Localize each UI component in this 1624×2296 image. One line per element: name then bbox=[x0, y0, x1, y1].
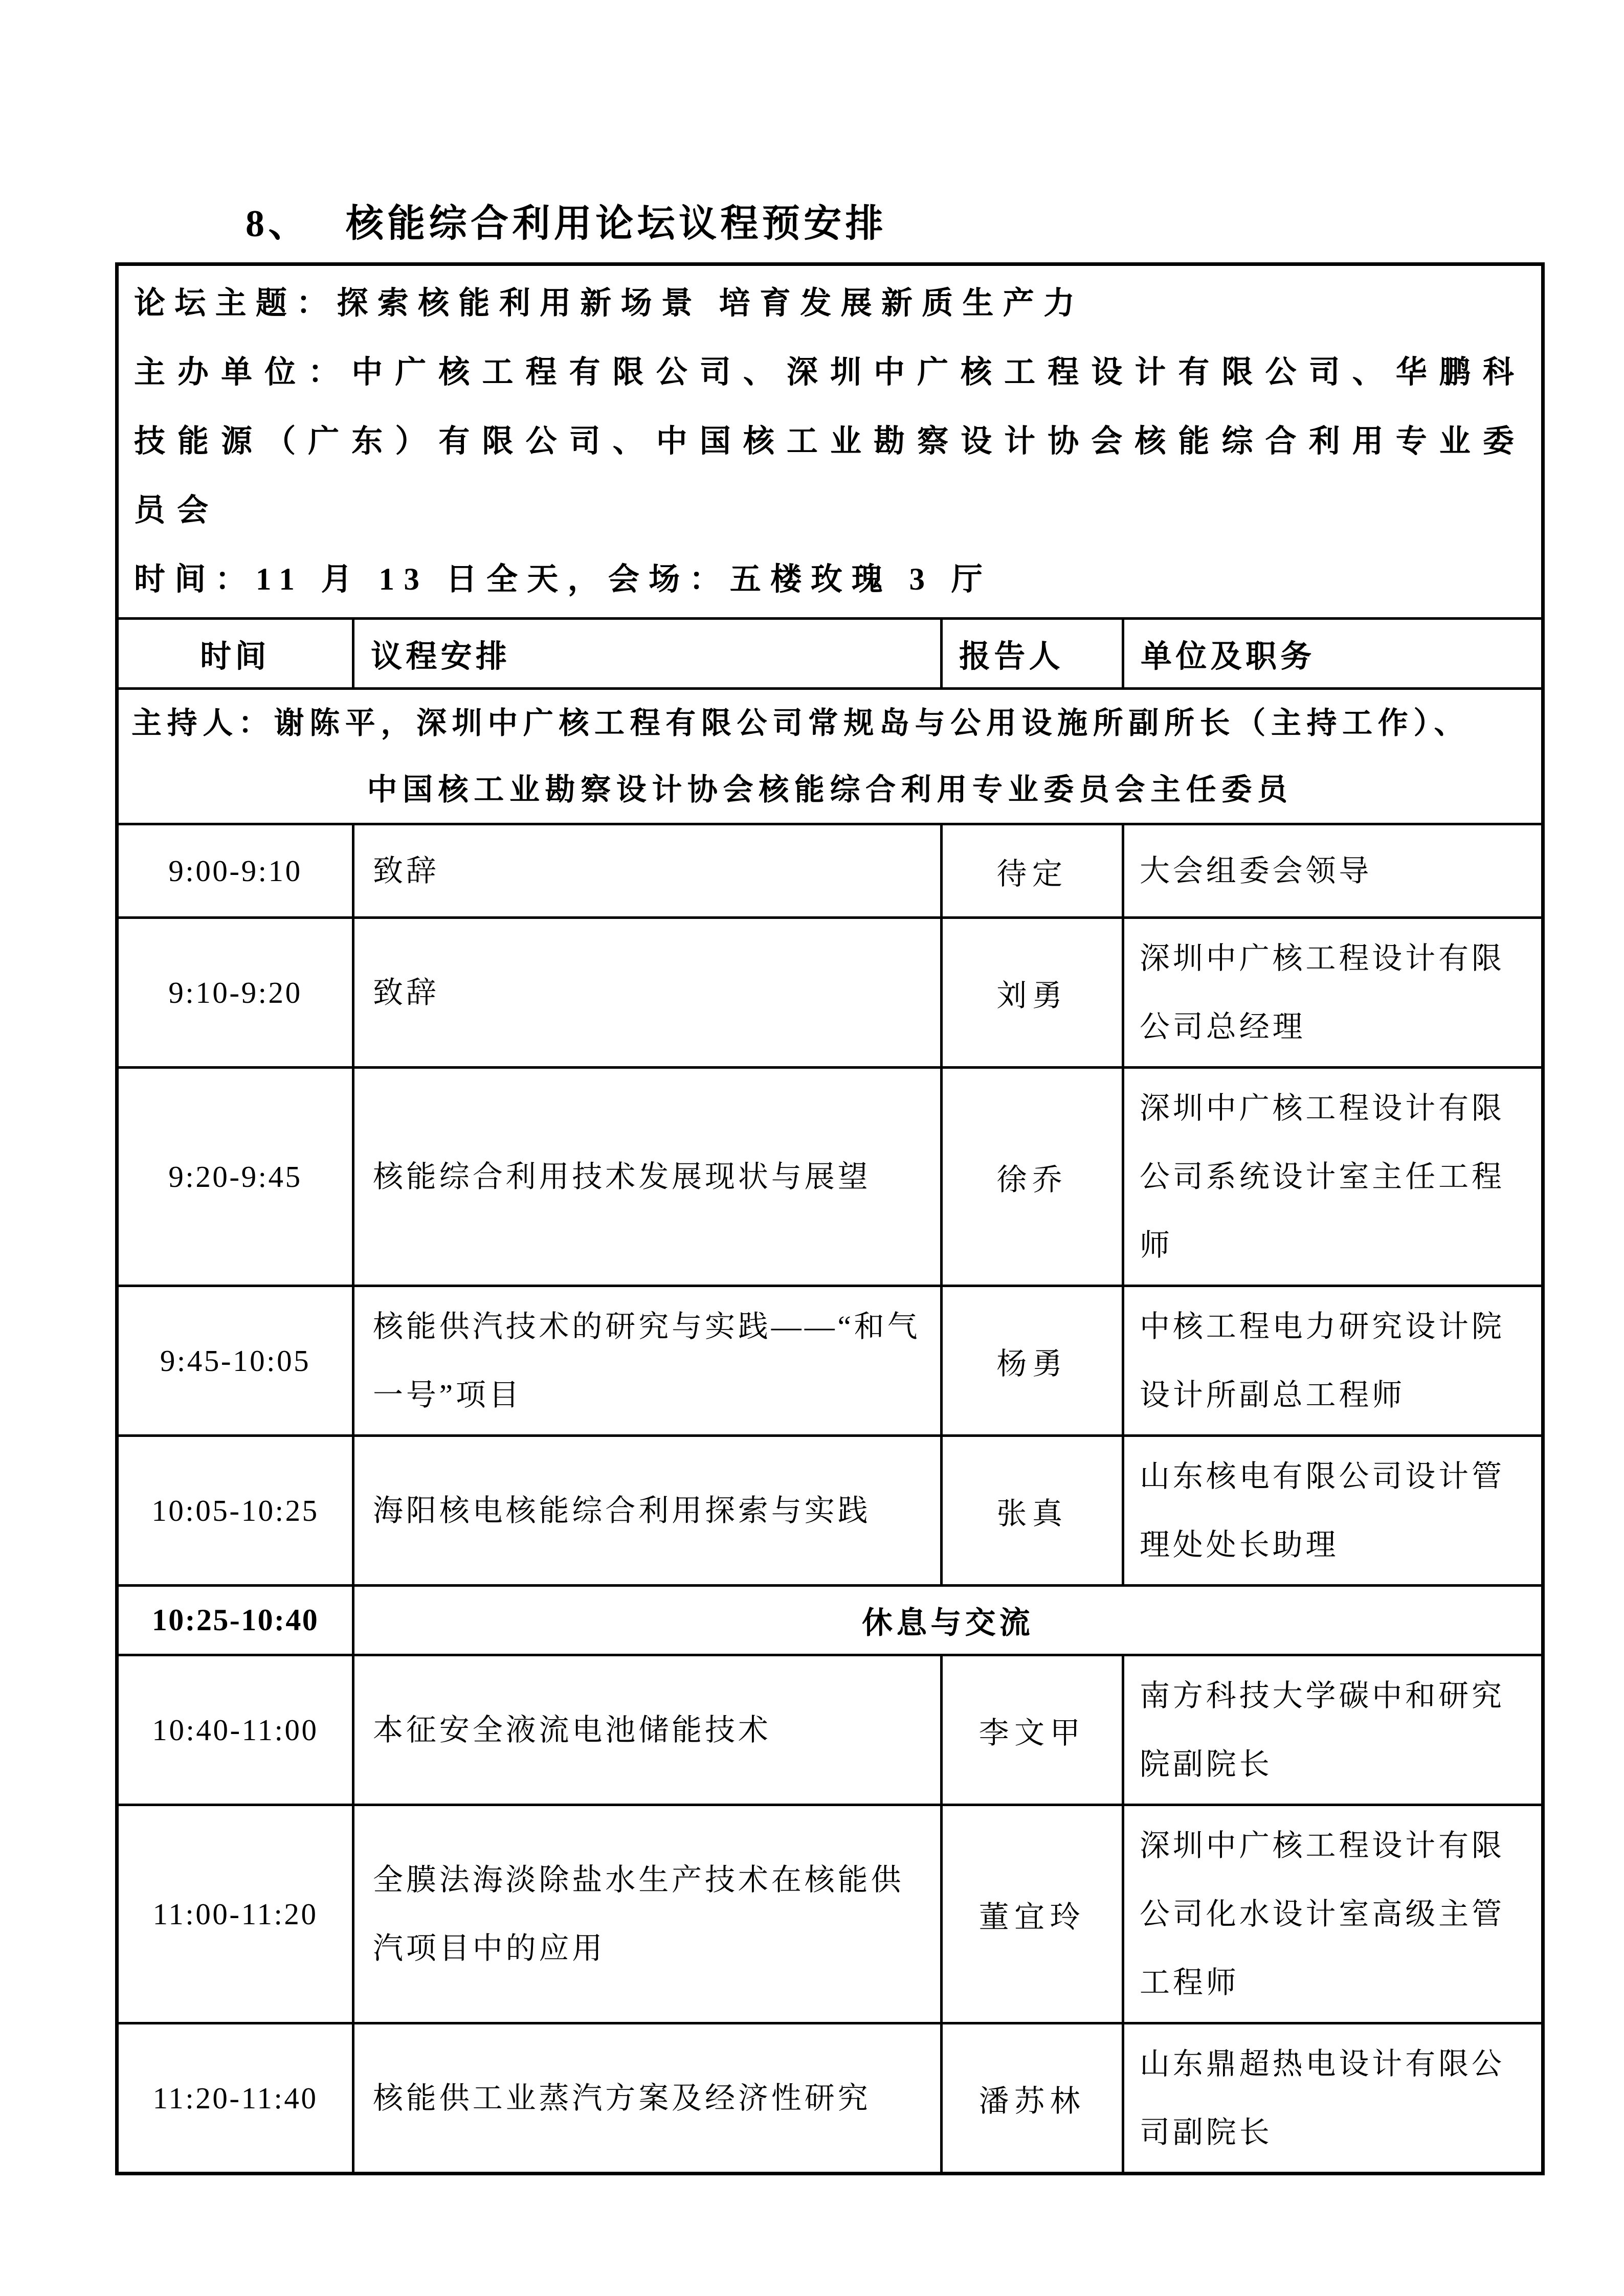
cell-topic: 致辞 bbox=[353, 918, 942, 1068]
col-header-org: 单位及职务 bbox=[1123, 619, 1543, 689]
cell-topic: 海阳核电核能综合利用探索与实践 bbox=[353, 1436, 942, 1586]
forum-time-venue: 时间：11 月 13 日全天，会场：五楼玫瑰 3 厅 bbox=[134, 562, 992, 597]
cell-speaker: 李文甲 bbox=[942, 1655, 1123, 1805]
table-row-break bbox=[117, 1586, 1543, 1655]
table-row bbox=[117, 918, 1543, 1068]
table-row bbox=[117, 1436, 1543, 1586]
cell-org: 深圳中广核工程设计有限公司系统设计室主任工程师 bbox=[1123, 1068, 1543, 1286]
cell-time: 10:05-10:25 bbox=[117, 1436, 353, 1586]
cell-topic: 全膜法海淡除盐水生产技术在核能供汽项目中的应用 bbox=[353, 1805, 942, 2023]
cell-speaker: 徐乔 bbox=[942, 1068, 1123, 1286]
cell-speaker: 待定 bbox=[942, 824, 1123, 918]
table-row-moderator bbox=[117, 689, 1543, 824]
cell-org: 山东鼎超热电设计有限公司副院长 bbox=[1123, 2023, 1543, 2174]
table-row bbox=[117, 2023, 1543, 2174]
cell-topic: 本征安全液流电池储能技术 bbox=[353, 1655, 942, 1805]
cell-speaker: 杨勇 bbox=[942, 1286, 1123, 1436]
col-header-agenda: 议程安排 bbox=[353, 619, 942, 689]
cell-time: 10:40-11:00 bbox=[117, 1655, 353, 1805]
cell-topic: 核能综合利用技术发展现状与展望 bbox=[353, 1068, 942, 1286]
cell-time: 11:20-11:40 bbox=[117, 2023, 353, 2174]
cell-time: 9:45-10:05 bbox=[117, 1286, 353, 1436]
cell-speaker: 董宜玲 bbox=[942, 1805, 1123, 2023]
cell-time: 9:00-9:10 bbox=[117, 824, 353, 918]
moderator-cell bbox=[117, 689, 1543, 824]
table-header-row bbox=[117, 619, 1543, 689]
page-title bbox=[246, 193, 887, 247]
cell-topic: 致辞 bbox=[353, 824, 942, 918]
cell-speaker: 张真 bbox=[942, 1436, 1123, 1586]
agenda-table bbox=[115, 262, 1545, 2175]
cell-topic: 核能供工业蒸汽方案及经济性研究 bbox=[353, 2023, 942, 2174]
cell-org: 深圳中广核工程设计有限公司化水设计室高级主管工程师 bbox=[1123, 1805, 1543, 2023]
table-row bbox=[117, 1655, 1543, 1805]
table-row bbox=[117, 824, 1543, 918]
cell-org: 中核工程电力研究设计院设计所副总工程师 bbox=[1123, 1286, 1543, 1436]
moderator-line2: 中国核工业勘察设计协会核能综合利用专业委员会主任委员 bbox=[367, 773, 1293, 806]
cell-break-time: 10:25-10:40 bbox=[117, 1586, 353, 1655]
table-row bbox=[117, 1068, 1543, 1286]
forum-info-cell bbox=[117, 264, 1543, 619]
cell-time: 9:20-9:45 bbox=[117, 1068, 353, 1286]
cell-org: 山东核电有限公司设计管理处处长助理 bbox=[1123, 1436, 1543, 1586]
col-header-time: 时间 bbox=[117, 619, 353, 689]
table-row-forum-info bbox=[117, 264, 1543, 619]
forum-organizers: 主办单位：中广核工程有限公司、深圳中广核工程设计有限公司、华鹏科技能源（广东）有限公司、中国核工业勘察设计协会核能综合利用专业委员会 bbox=[134, 355, 1526, 528]
cell-speaker: 潘苏林 bbox=[942, 2023, 1123, 2174]
cell-time: 9:10-9:20 bbox=[117, 918, 353, 1068]
table-row bbox=[117, 1805, 1543, 2023]
cell-time: 11:00-11:20 bbox=[117, 1805, 353, 2023]
cell-org: 深圳中广核工程设计有限公司总经理 bbox=[1123, 918, 1543, 1068]
table-row bbox=[117, 1286, 1543, 1436]
cell-org: 大会组委会领导 bbox=[1123, 824, 1543, 918]
cell-topic: 核能供汽技术的研究与实践——“和气一号”项目 bbox=[353, 1286, 942, 1436]
page-title-number: 8、 bbox=[246, 203, 310, 245]
moderator-line1: 主持人：谢陈平，深圳中广核工程有限公司常规岛与公用设施所副所长（主持工作）、 bbox=[131, 706, 1470, 740]
forum-theme: 论坛主题：探索核能利用新场景 培育发展新质生产力 bbox=[134, 286, 1084, 321]
cell-org: 南方科技大学碳中和研究院副院长 bbox=[1123, 1655, 1543, 1805]
col-header-speaker: 报告人 bbox=[942, 619, 1123, 689]
cell-break-label: 休息与交流 bbox=[353, 1586, 1543, 1655]
cell-speaker: 刘勇 bbox=[942, 918, 1123, 1068]
page-title-text: 核能综合利用论坛议程预安排 bbox=[345, 203, 887, 245]
